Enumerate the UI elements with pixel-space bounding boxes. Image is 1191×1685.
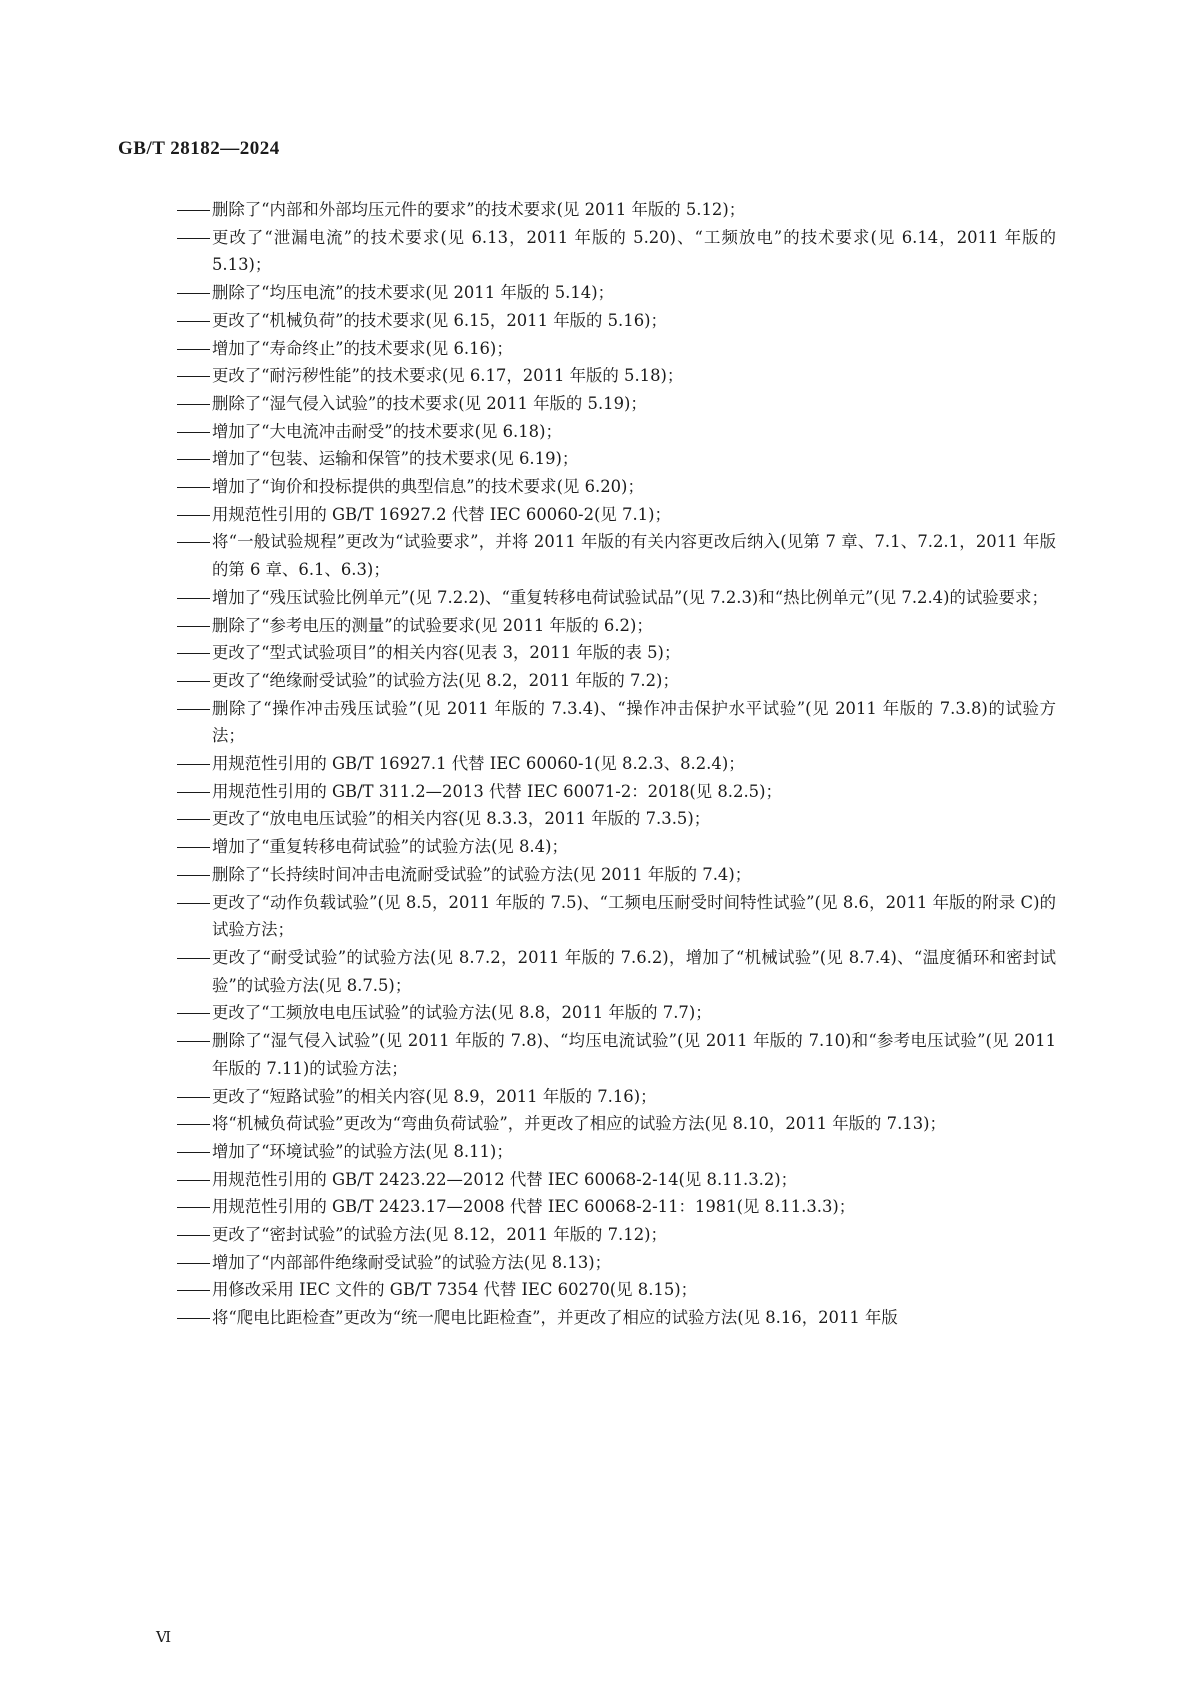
list-item <box>176 944 1056 999</box>
page-number: Ⅵ <box>156 1630 172 1646</box>
list-item <box>176 224 1056 279</box>
list-item-text: 删除了“湿气侵入试验”(见 2011 年版的 7.8)、“均压电流试验”(见 2011 年版的 7.10)和“参考电压试验”(见 2011 年版的 7.11)的试验方法； <box>212 1031 1056 1078</box>
list-item-text: 删除了“湿气侵入试验”的技术要求(见 2011 年版的 5.19)； <box>212 393 647 413</box>
list-item-text: 用修改采用 IEC 文件的 GB/T 7354 代替 IEC 60270(见 8.15)； <box>212 1280 698 1300</box>
list-item-text: 更改了“型式试验项目”的相关内容(见表 3，2011 年版的表 5)； <box>212 643 681 663</box>
list-item <box>176 889 1056 944</box>
list-item <box>176 639 1056 667</box>
list-item <box>176 1138 1056 1166</box>
list-item-text: 更改了“短路试验”的相关内容(见 8.9，2011 年版的 7.16)； <box>212 1086 657 1106</box>
list-item <box>176 778 1056 806</box>
list-item <box>176 501 1056 529</box>
list-item <box>176 1027 1056 1082</box>
list-item-text: 更改了“绝缘耐受试验”的试验方法(见 8.2，2011 年版的 7.2)； <box>212 670 679 690</box>
list-item-text: 增加了“寿命终止”的技术要求(见 6.16)； <box>212 338 513 358</box>
list-item-text: 更改了“耐受试验”的试验方法(见 8.7.2，2011 年版的 7.6.2)，增加了“机械试验”(见 8.7.4)、“温度循环和密封试验”的试验方法(见 8.7.5)； <box>212 947 1056 995</box>
list-item-text: 将“爬电比距检查”更改为“统一爬电比距检查”，并更改了相应的试验方法(见 8.16，2011 年版 <box>212 1308 898 1328</box>
list-item <box>176 833 1056 861</box>
change-list <box>176 196 1056 1332</box>
list-item-text: 删除了“参考电压的测量”的试验要求(见 2011 年版的 6.2)； <box>212 615 653 635</box>
list-item-text: 删除了“内部和外部均压元件的要求”的技术要求(见 2011 年版的 5.12)； <box>212 200 746 219</box>
list-item-text: 将“一般试验规程”更改为“试验要求”，并将 2011 年版的有关内容更改后纳入(见第 7 章、7.1、7.2.1，2011 年版的第 6 章、6.1、6.3)； <box>212 532 1056 580</box>
list-item-text: 增加了“询价和投标提供的典型信息”的技术要求(见 6.20)； <box>212 477 644 497</box>
list-item <box>176 750 1056 778</box>
list-item-text: 删除了“均压电流”的技术要求(见 2011 年版的 5.14)； <box>212 283 615 303</box>
list-item-text: 增加了“重复转移电荷试验”的试验方法(见 8.4)； <box>212 837 568 857</box>
list-item-text: 增加了“内部部件绝缘耐受试验”的试验方法(见 8.13)； <box>212 1252 612 1272</box>
list-item-text: 更改了“耐污秽性能”的技术要求(见 6.17，2011 年版的 5.18)； <box>212 366 684 386</box>
list-item-text: 更改了“工频放电电压试验”的试验方法(见 8.8，2011 年版的 7.7)； <box>212 1003 712 1023</box>
list-item-text: 更改了“机械负荷”的技术要求(见 6.15，2011 年版的 5.16)； <box>212 310 667 330</box>
list-item <box>176 999 1056 1027</box>
list-item-text: 用规范性引用的 GB/T 16927.1 代替 IEC 60060-1(见 8.2.3、8.2.4)； <box>212 754 745 774</box>
list-item-text: 将“机械负荷试验”更改为“弯曲负荷试验”，并更改了相应的试验方法(见 8.10，2011 年版的 7.13)； <box>212 1114 946 1134</box>
list-item-text: 删除了“长持续时间冲击电流耐受试验”的试验方法(见 2011 年版的 7.4)； <box>212 864 752 884</box>
list-item <box>176 1249 1056 1277</box>
list-item-text: 更改了“放电电压试验”的相关内容(见 8.3.3，2011 年版的 7.3.5)； <box>212 809 711 829</box>
list-item <box>176 445 1056 473</box>
list-item-text: 用规范性引用的 GB/T 2423.17—2008 代替 IEC 60068-2-11：1981(见 8.11.3.3)； <box>212 1197 856 1217</box>
list-item <box>176 1193 1056 1221</box>
list-item <box>176 473 1056 501</box>
list-item <box>176 805 1056 833</box>
list-item <box>176 695 1056 750</box>
list-item <box>176 1276 1056 1304</box>
list-item-text: 更改了“动作负载试验”(见 8.5，2011 年版的 7.5)、“工频电压耐受时间特性试验”(见 8.6，2011 年版的附录 C)的试验方法； <box>212 892 1056 940</box>
list-item <box>176 612 1056 640</box>
list-item-text: 用规范性引用的 GB/T 2423.22—2012 代替 IEC 60068-2-14(见 8.11.3.2)； <box>212 1169 798 1189</box>
list-item-text: 删除了“操作冲击残压试验”(见 2011 年版的 7.3.4)、“操作冲击保护水平试验”(见 2011 年版的 7.3.8)的试验方法； <box>212 698 1056 746</box>
list-item-text: 增加了“包装、运输和保管”的技术要求(见 6.19)； <box>212 449 579 469</box>
list-item <box>176 390 1056 418</box>
list-item <box>176 307 1056 335</box>
list-item <box>176 1083 1056 1111</box>
list-item <box>176 1304 1056 1332</box>
list-item <box>176 418 1056 446</box>
list-item-text: 用规范性引用的 GB/T 16927.2 代替 IEC 60060-2(见 7.1)； <box>212 504 671 524</box>
list-item-text: 更改了“泄漏电流”的技术要求(见 6.13，2011 年版的 5.20)、“工频放电”的技术要求(见 6.14，2011 年版的 5.13)； <box>212 227 1056 275</box>
list-item-text: 用规范性引用的 GB/T 311.2—2013 代替 IEC 60071-2：2018(见 8.2.5)； <box>212 781 782 801</box>
list-item <box>176 196 1056 224</box>
list-item <box>176 279 1056 307</box>
list-item-text: 更改了“密封试验”的试验方法(见 8.12，2011 年版的 7.12)； <box>212 1225 667 1245</box>
list-item <box>176 861 1056 889</box>
list-item <box>176 1166 1056 1194</box>
list-item <box>176 584 1056 612</box>
list-item <box>176 528 1056 583</box>
list-item-text: 增加了“大电流冲击耐受”的技术要求(见 6.18)； <box>212 421 562 441</box>
list-item-text: 增加了“残压试验比例单元”(见 7.2.2)、“重复转移电荷试验试品”(见 7.2.3)和“热比例单元”(见 7.2.4)的试验要求； <box>212 587 1048 607</box>
list-item <box>176 335 1056 363</box>
list-item <box>176 1221 1056 1249</box>
list-item <box>176 362 1056 390</box>
list-item <box>176 667 1056 695</box>
list-item-text: 增加了“环境试验”的试验方法(见 8.11)； <box>212 1141 513 1161</box>
standard-number: GB/T 28182—2024 <box>118 138 280 159</box>
list-item <box>176 1110 1056 1138</box>
